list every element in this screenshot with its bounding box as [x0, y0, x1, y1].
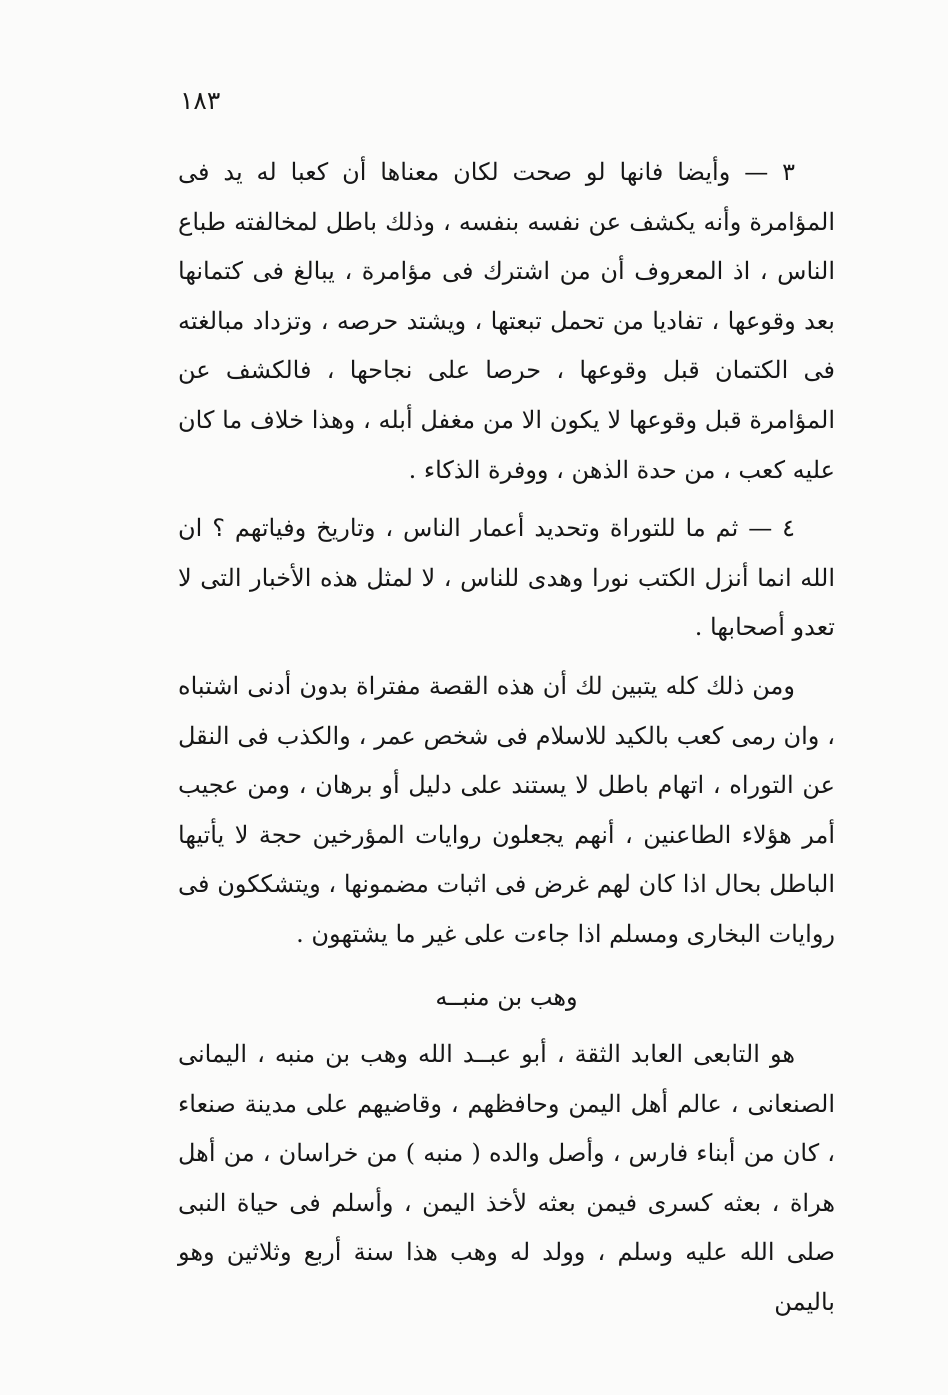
paragraph-conclusion: ومن ذلك كله يتبين لك أن هذه القصة مفتراة بدون أدنى اشتباه ، وان رمى كعب بالكيد للاسلام فى شخص عمر ، والكذب فى النقل عن التوراه ، اتهام باطل لا يستند على دليل أو برهان ، ومن عجيب أمر هؤلاء الطاعنين ، أنهم يجعلون روايات المؤرخين حجة لا يأتيها الباطل بحال اذا كان لهم غرض فى اثبات مضمونها ، ويتشككون فى روايات البخارى ومسلم اذا جاءت على غير ما يشتهون .: [178, 671, 835, 948]
paragraph-gap: [178, 653, 835, 662]
page-number: ١٨٣: [180, 86, 221, 115]
paragraph-biography: هو التابعى العابد الثقة ، أبو عبــد الله وهب بن منبه ، اليمانى الصنعانى ، عالم أهل اليمن وحافظهم ، وقاضيهم على مدينة صنعاء ، كان من أبناء فارس ، وأصل والده ( منبه ) من خراسان ، من أهل هراة ، بعثه كسرى فيمن بعثه لأخذ اليمن ، وأسلم فى حياة النبى صلى الله عليه وسلم ، وولد له وهب هذا سنة أربع وثلاثين وهو باليمن: [178, 1040, 835, 1317]
paragraph-point-4: ٤ — ثم ما للتوراة وتحديد أعمار الناس ، وتاريخ وفياتهم ؟ ان الله انما أنزل الكتب نورا وهدى للناس ، لا لمثل هذه الأخبار التى لا تعدو أصحابها .: [178, 514, 835, 642]
paragraph-gap: [178, 960, 835, 969]
paragraph-point-3: ٣ — وأيضا فانها لو صحت لكان معناها أن كعبا له يد فى المؤامرة وأنه يكشف عن نفسه بنفسه ، وذلك باطل لمخالفته طباع الناس ، اذ المعروف أن من اشترك فى مؤامرة ، يبالغ فى كتمانها بعد وقوعها ، تفاديا من تحمل تبعتها ، ويشتد حرصه ، وتزداد مبالغته فى الكتمان قبل وقوعها ، حرصا على نجاحها ، فالكشف عن المؤامرة قبل وقوعها لا يكون الا من مغفل أبله ، وهذا خلاف ما كان عليه كعب ، من حدة الذهن ، ووفرة الذكاء .: [178, 158, 836, 484]
paragraph-gap: [178, 495, 835, 504]
page-body: [178, 148, 835, 1328]
section-heading: وهب بن منبــه: [435, 982, 578, 1011]
